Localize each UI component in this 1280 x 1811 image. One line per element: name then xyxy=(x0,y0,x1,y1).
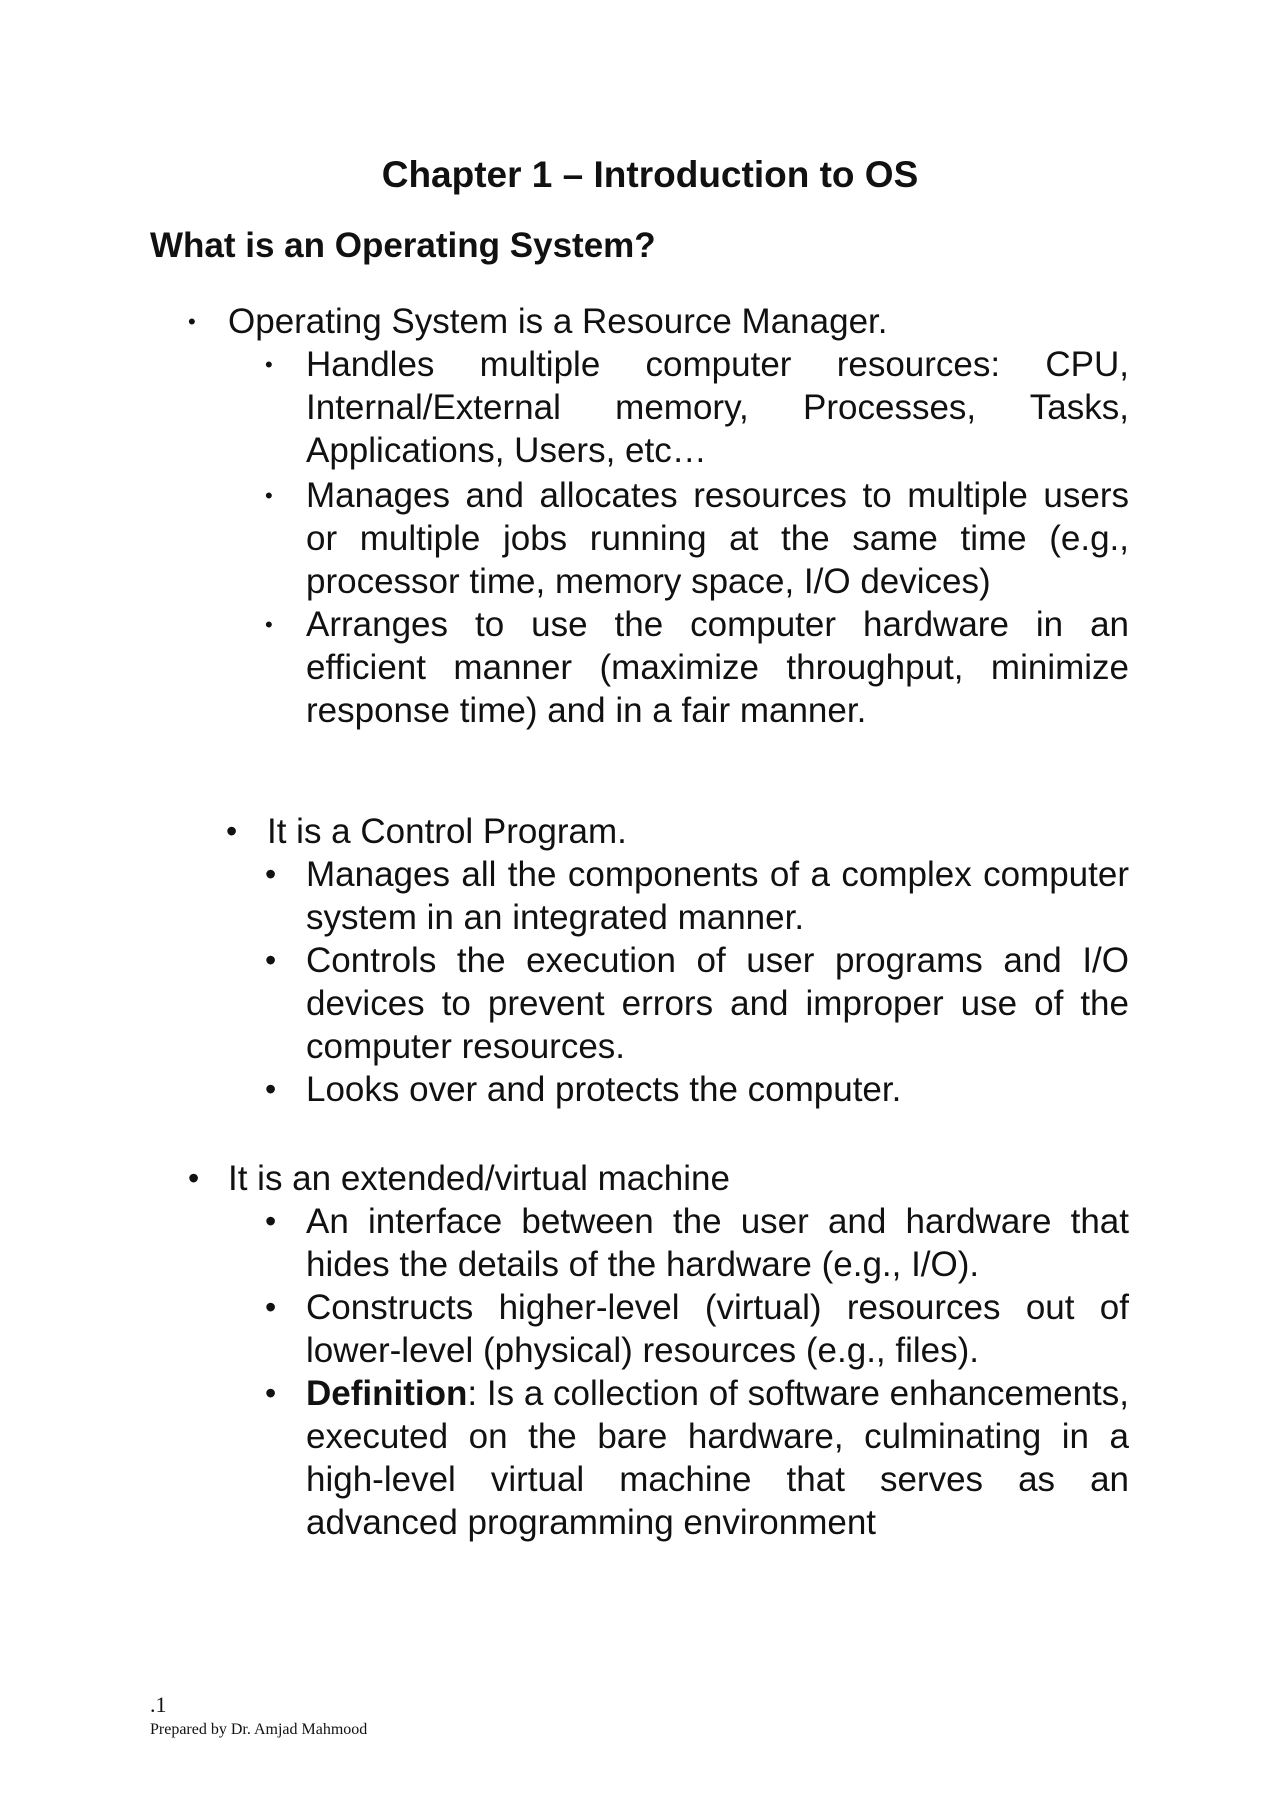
list-item-text: Arranges to use the computer hardware in an efficient manner (maximize throughput, minimize response time) and in a fair manner. xyxy=(306,605,1129,730)
page-number: .1 xyxy=(150,1692,167,1717)
bullet: • xyxy=(188,1160,200,1196)
bullet: • xyxy=(226,813,238,849)
list-item-text: Manages all the components of a complex computer system in an integrated manner. xyxy=(306,855,1129,937)
list-item-text: Manages and allocates resources to multiple users or multiple jobs running at the same time (e.g., processor time, memory space, I/O devices) xyxy=(306,476,1129,601)
definition-text xyxy=(306,1372,1129,1544)
bullet: • xyxy=(265,942,277,978)
list-item xyxy=(150,1157,1130,1200)
bullet: • xyxy=(265,856,277,892)
list-item-text: Constructs higher-level (virtual) resources out of lower-level (physical) resources (e.g., files). xyxy=(306,1288,1129,1370)
prepared-by: Prepared by Dr. Amjad Mahmood xyxy=(150,1721,368,1738)
section-resource-manager xyxy=(150,300,1130,732)
section-virtual-machine xyxy=(150,1157,1130,1544)
list-item xyxy=(150,474,1130,603)
list-item-text: Controls the execution of user programs and I/O devices to prevent errors and improper use of the computer resources. xyxy=(306,941,1129,1066)
definition-body: : Is a collection of software enhancements, executed on the bare hardware, culminating in a high-level virtual machine that serves as an advanced programming environment xyxy=(306,1374,1129,1542)
bullet: • xyxy=(265,352,273,377)
list-item-text: Operating System is a Resource Manager. xyxy=(228,302,888,341)
list-item xyxy=(150,810,1130,853)
bullet: • xyxy=(188,309,196,334)
list-item xyxy=(150,939,1130,1068)
list-item xyxy=(150,1200,1130,1286)
bullet: • xyxy=(265,612,273,637)
bullet: • xyxy=(265,483,273,508)
section-heading: What is an Operating System? xyxy=(150,226,656,265)
list-item-text: It is a Control Program. xyxy=(267,812,627,851)
section-control-program xyxy=(150,810,1130,1111)
list-item xyxy=(150,603,1130,732)
definition-label: Definition xyxy=(306,1374,468,1413)
list-item-text: Looks over and protects the computer. xyxy=(306,1070,902,1109)
list-item-text: Handles multiple computer resources: CPU, Internal/External memory, Processes, Tasks, Applications, Users, etc… xyxy=(306,345,1129,470)
bullet: • xyxy=(265,1375,277,1411)
list-item xyxy=(150,853,1130,939)
list-item xyxy=(150,1068,1130,1111)
list-item xyxy=(150,300,1130,343)
list-item xyxy=(150,1286,1130,1372)
bullet: • xyxy=(265,1203,277,1239)
definition-item xyxy=(150,1372,1130,1544)
list-item-text: It is an extended/virtual machine xyxy=(228,1159,730,1198)
chapter-title: Chapter 1 – Introduction to OS xyxy=(381,154,919,195)
bullet: • xyxy=(265,1071,277,1107)
bullet: • xyxy=(265,1289,277,1325)
list-item xyxy=(150,343,1130,472)
list-item-text: An interface between the user and hardware that hides the details of the hardware (e.g., I/O). xyxy=(306,1202,1129,1284)
